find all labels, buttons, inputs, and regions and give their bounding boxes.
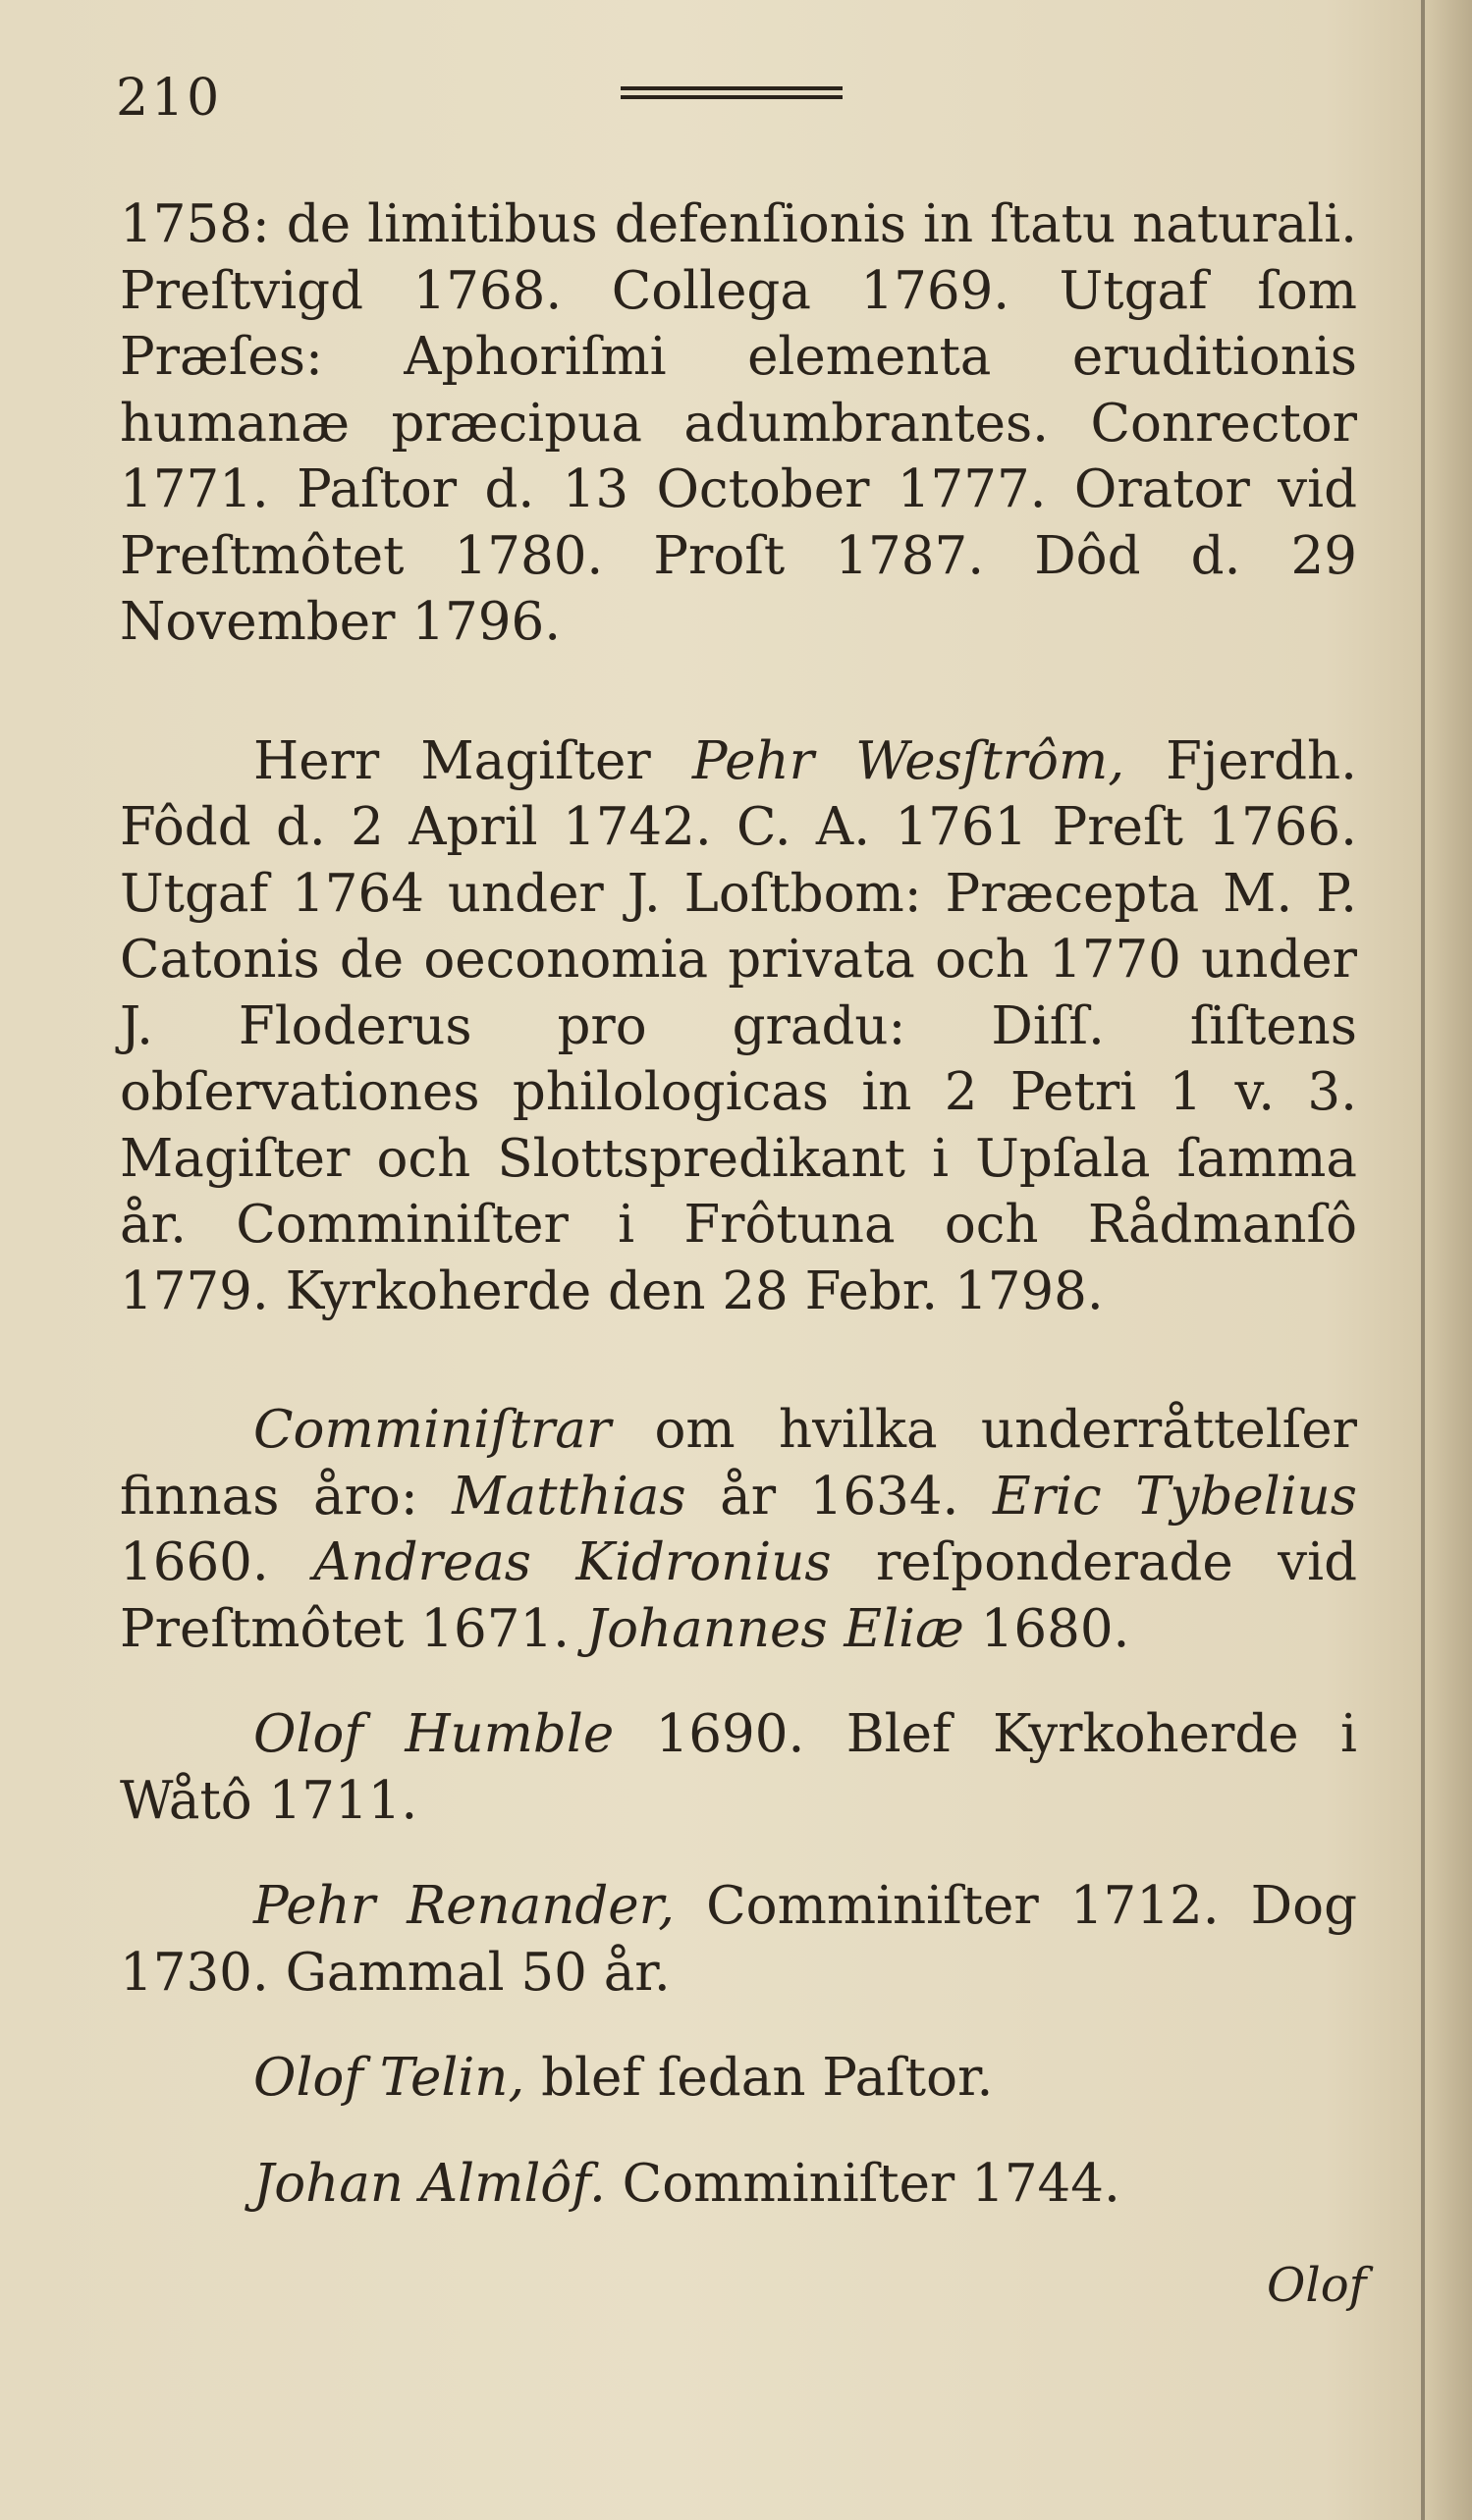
entry-text: om hvilka underråttelſer finnas åro: [120,1400,1357,1527]
person-name: Olof Telin, [253,2048,525,2108]
entry-text: år 1634. [685,1466,993,1527]
catchword: Olof [1267,2258,1367,2313]
page-gutter-shadow [1421,0,1425,2520]
paragraph-entry-almlof [120,2151,1357,2218]
entry-text: 1680. [963,1598,1130,1659]
entry-text: blef ſedan Paſtor. [524,2048,994,2108]
person-name: Olof Humble [253,1704,615,1764]
section-heading: Comminiſtrar [253,1400,612,1460]
person-name: Matthias [452,1466,686,1527]
person-name: Johannes Eliæ [585,1598,964,1659]
entry-text: reſponderade vid Preſtmôtet 1671. [120,1532,1357,1659]
person-name: Johan Almlôf. [253,2153,606,2214]
person-name: Eric Tybelius [992,1466,1358,1527]
paragraph-entry-telin [120,2045,1357,2112]
entry-text: Comminiſter 1712. Dog 1730. Gammal 50 år. [120,1876,1357,2003]
paragraph-entry-renander [120,1873,1357,2006]
person-name: Pehr Renander, [253,1876,676,1936]
entry-text: 1660. [120,1532,314,1592]
entry-lead: Herr Magiſter [253,730,692,791]
paragraph-entry-wesstrom [120,728,1357,1325]
page-number: 210 [116,69,223,128]
header-rule [621,86,843,108]
person-name: Pehr Wesſtrôm, [691,730,1125,791]
paragraph-entry-humble [120,1701,1357,1834]
paragraph-comministrar [120,1397,1357,1662]
entry-text: 1690. Blef Kyrkoherde i Wåtô 1711. [120,1704,1357,1831]
entry-text: Comminiſter 1744. [605,2153,1120,2214]
entry-text: Fjerdh. Fôdd d. 2 April 1742. C. A. 1761 Preſt 1766. Utgaf 1764 under J. Loſtbom: Præcepta M. P. Catonis de oeconomia privata och 1770 under J. Floderus pro gradu: Diſſ. ſiſtens obſervationes philologicas in 2 Petri 1 v. 3. Magiſter och Slottspredikant i Upſala ſamma år. Comminiſter i Frôtuna och Rådmanſô 1779. Kyrkoherde den 28 Febr. 1798. [120,730,1357,1321]
body-text [120,191,1357,2217]
paragraph-continued: 1758: de limitibus defenſionis in ſtatu naturali. Preſtvigd 1768. Collega 1769. Utgaf ſom Præſes: Aphoriſmi elementa eruditionis humanæ præcipua adumbrantes. Conrector 1771. Paſtor d. 13 October 1777. Orator vid Preſtmôtet 1780. Proſt 1787. Dôd d. 29 November 1796. [120,194,1357,652]
person-name: Andreas Kidronius [313,1532,832,1592]
